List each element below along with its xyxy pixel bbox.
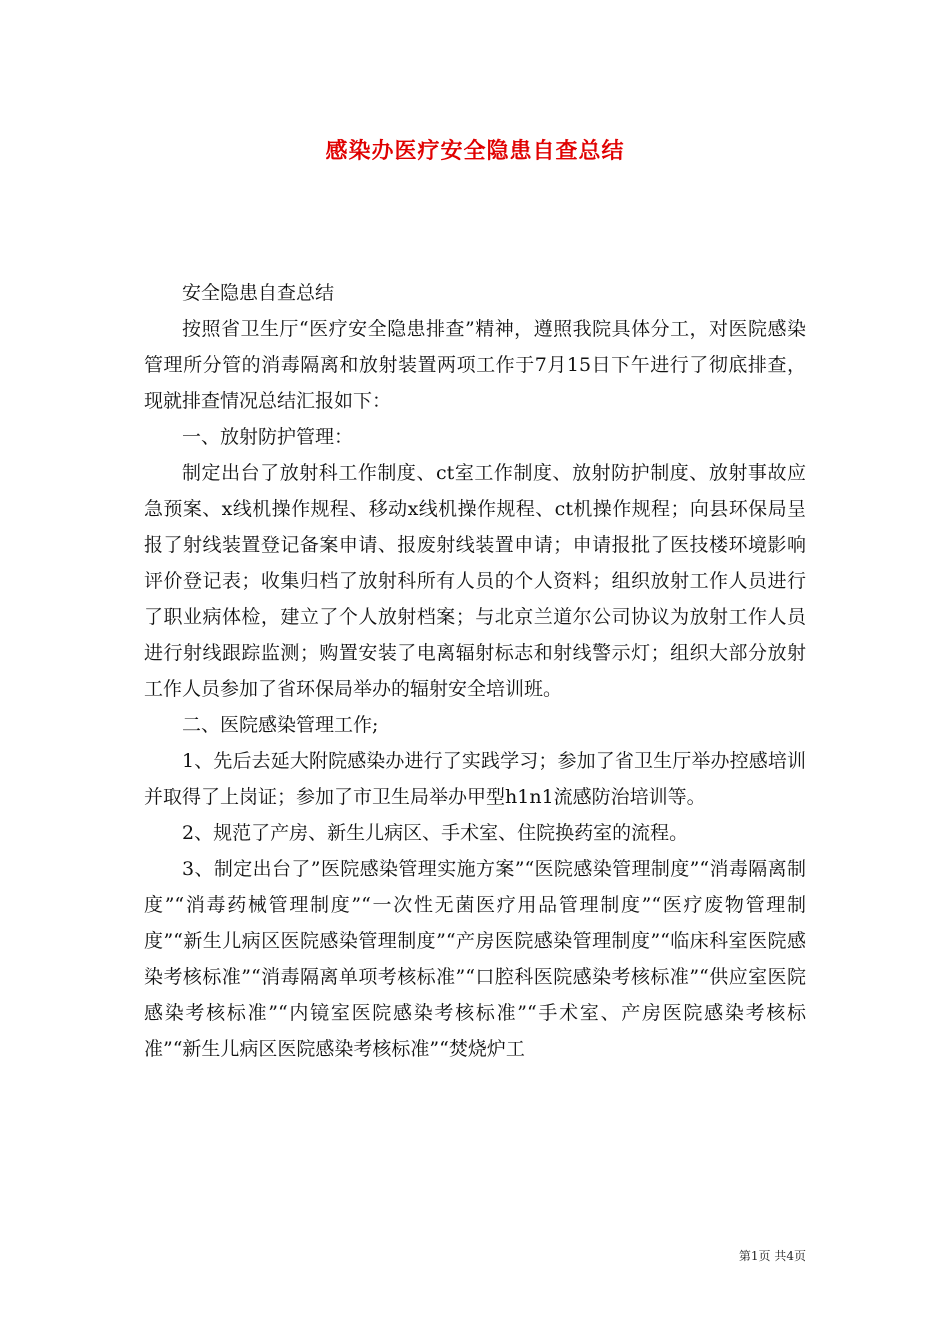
paragraph-intro: 按照省卫生厅“医疗安全隐患排查”精神，遵照我院具体分工，对医院感染管理所分管的消毒隔离和放射装置两项工作于7月15日下午进行了彻底排查，现就排查情况总结汇报如下： — [144, 318, 806, 412]
paragraph-subtitle: 安全隐患自查总结 — [182, 282, 335, 304]
paragraph-item-1: 1、先后去延大附院感染办进行了实践学习；参加了省卫生厅举办控感培训并取得了上岗证；参加了市卫生局举办甲型h1n1流感防治培训等。 — [144, 750, 806, 808]
page-number: 第1页 共4页 — [738, 1249, 806, 1263]
document-body — [144, 275, 806, 1067]
section-heading-radiation: 一、放射防护管理： — [182, 426, 354, 448]
paragraph-item-3: 3、制定出台了”医院感染管理实施方案”“医院感染管理制度”“消毒隔离制度”“消毒药械管理制度”“一次性无菌医疗用品管理制度”“医疗废物管理制度”“新生儿病区医院感染管理制度”“产房医院感染管理制度”“临床科室医院感染考核标准”“消毒隔离单项考核标准”“口腔科医院感染考核标准”“供应室医院感染考核标准”“内镜室医院感染考核标准”“手术室、产房医院感染考核标准”“新生儿病区医院感染考核标准”“焚烧炉工 — [144, 858, 806, 1060]
document-title: 感染办医疗安全隐患自查总结 — [325, 138, 625, 164]
section-heading-infection: 二、医院感染管理工作; — [182, 714, 379, 736]
paragraph-item-2: 2、规范了产房、新生儿病区、手术室、住院换药室的流程。 — [182, 822, 689, 844]
paragraph-radiation: 制定出台了放射科工作制度、ct室工作制度、放射防护制度、放射事故应急预案、x线机操作规程、移动x线机操作规程、ct机操作规程；向县环保局呈报了射线装置登记备案申请、报废射线装置申请；申请报批了医技楼环境影响评价登记表；收集归档了放射科所有人员的个人资料；组织放射工作人员进行了职业病体检，建立了个人放射档案；与北京兰道尔公司协议为放射工作人员进行射线跟踪监测；购置安装了电离辐射标志和射线警示灯；组织大部分放射工作人员参加了省环保局举办的辐射安全培训班。 — [144, 462, 806, 700]
